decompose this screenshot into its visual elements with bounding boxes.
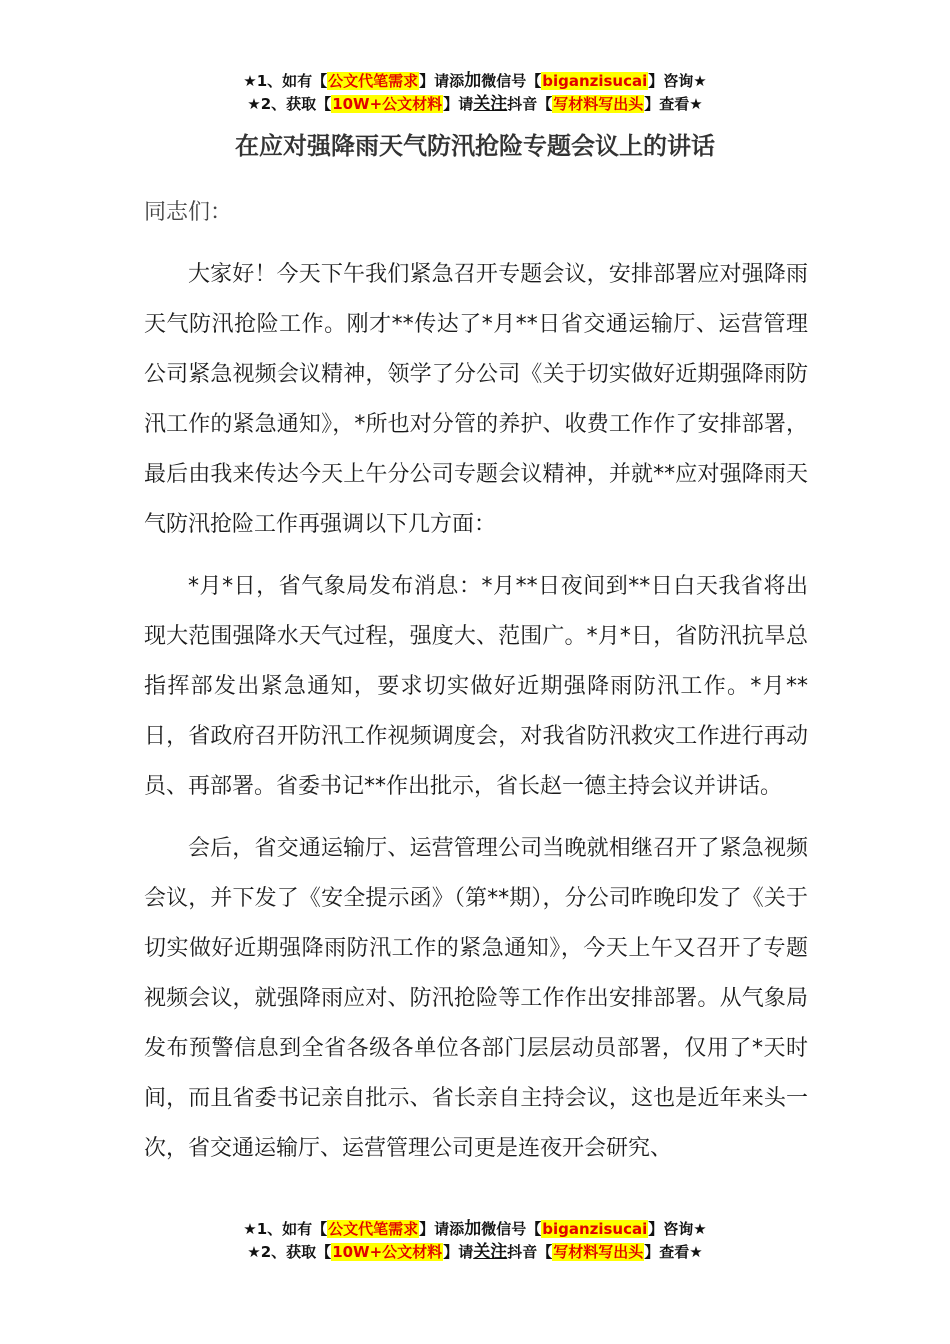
paragraph: 会后，省交通运输厅、运营管理公司当晚就相继召开了紧急视频会议，并下发了《安全提示函》（第**期），分公司昨晚印发了《关于切实做好近期强降雨防汛工作的紧急通知》，今天上午又召开了专题视频会议，就强降雨应对、防汛抢险等工作作出安排部署。从气象局发布预警信息到全省各级各单位各部门层层动员部署，仅用了*天时间，而且省委书记亲自批示、省长亲自主持会议，这也是近年来头一次，省交通运输厅、运营管理公司更是连夜开会研究、	[144, 836, 808, 1161]
highlight-douyin: 写材料写出头	[553, 95, 644, 113]
header-banner	[0, 70, 950, 116]
banner-line-2: ★2、获取【10W+公文材料】请关注抖音【写材料写出头】查看★	[247, 94, 703, 114]
paragraph: 大家好！今天下午我们紧急召开专题会议，安排部署应对强降雨天气防汛抢险工作。刚才**传达了*月**日省交通运输厅、运营管理公司紧急视频会议精神，领学了分公司《关于切实做好近期强降雨防汛工作的紧急通知》，*所也对分管的养护、收费工作作了安排部署，最后由我来传达今天上午分公司专题会议精神，并就**应对强降雨天气防汛抢险工作再强调以下几方面：	[144, 262, 808, 537]
salutation: 同志们：	[144, 200, 233, 225]
highlight-douyin: 写材料写出头	[553, 1243, 644, 1261]
document-title: 在应对强降雨天气防汛抢险专题会议上的讲话	[235, 132, 715, 160]
banner-line-1: ★1、如有【公文代笔需求】请添加微信号【biganzisucai】咨询★	[243, 1219, 707, 1239]
footer-banner	[0, 1218, 950, 1264]
highlight-materials: 10W+公文材料	[332, 95, 443, 113]
highlight-service: 公文代笔需求	[328, 72, 419, 90]
paragraph: *月*日，省气象局发布消息：*月**日夜间到**日白天我省将出现大范围强降水天气过程，强度大、范围广。*月*日，省防汛抗旱总指挥部发出紧急通知，要求切实做好近期强降雨防汛工作。*月**日，省政府召开防汛工作视频调度会，对我省防汛救灾工作进行再动员、再部署。省委书记**作出批示，省长赵一德主持会议并讲话。	[144, 574, 808, 799]
document-body	[144, 188, 808, 1186]
highlight-wechat-id: biganzisucai	[542, 1220, 648, 1238]
banner-line-2: ★2、获取【10W+公文材料】请关注抖音【写材料写出头】查看★	[247, 1242, 703, 1262]
highlight-service: 公文代笔需求	[328, 1220, 419, 1238]
highlight-wechat-id: biganzisucai	[542, 72, 648, 90]
highlight-materials: 10W+公文材料	[332, 1243, 443, 1261]
banner-line-1: ★1、如有【公文代笔需求】请添加微信号【biganzisucai】咨询★	[243, 71, 707, 91]
